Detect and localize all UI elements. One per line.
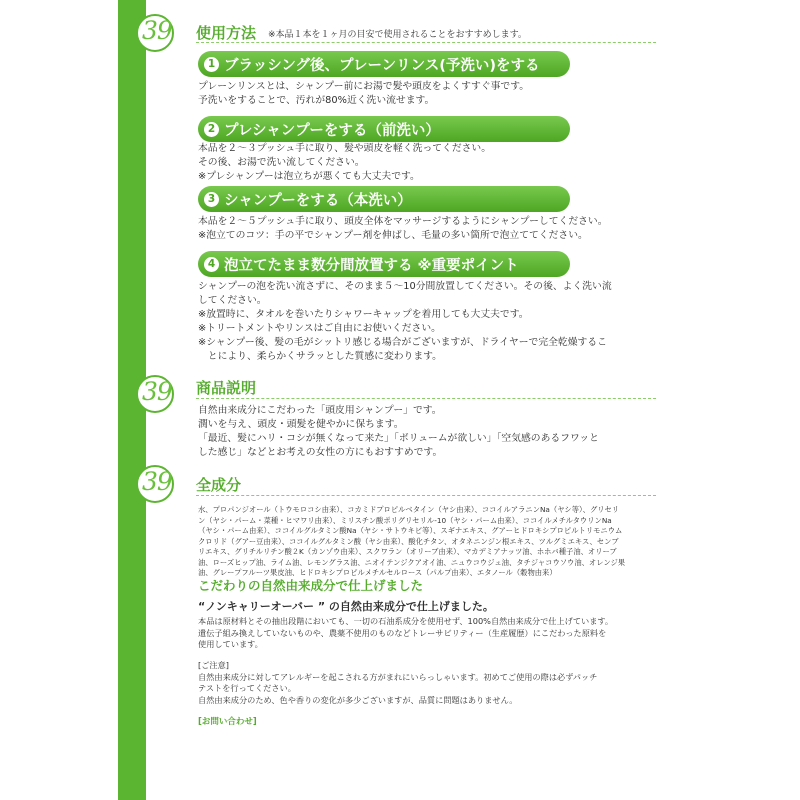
step-number: 2: [204, 122, 219, 137]
step-3-text: [198, 215, 608, 243]
step-number: 4: [204, 257, 219, 272]
natural-heading: こだわりの自然由来成分で仕上げました: [198, 578, 424, 593]
step-label: ブラッシング後、プレーンリンス(予洗い)をする: [224, 57, 540, 74]
caution-line: テストを行ってください。: [198, 683, 296, 693]
badge-number: 39: [142, 467, 172, 496]
natural-line: 使用しています。: [198, 639, 263, 649]
product-text: [198, 404, 599, 460]
ingredient-line: 水、プロパンジオール（トウモロコシ由来）、コカミドプロピルベタイン（ヤシ由来）、ココイルアラニンNa（ヤシ等）、グリセリ: [198, 505, 620, 514]
badge-number: 39: [142, 377, 172, 406]
step-line: 本品を２～３プッシュ手に取り、髪や頭皮を軽く洗ってください。: [198, 143, 492, 154]
product-title: 商品説明: [196, 379, 257, 397]
product-line: 自然由来成分にこだわった「頭皮用シャンプー」です。: [198, 405, 442, 416]
step-line: ※放置時に、タオルを巻いたりシャワーキャップを着用しても大丈夫です。: [198, 309, 529, 320]
caution-text: [198, 660, 597, 706]
step-label: シャンプーをする（本洗い）: [224, 192, 412, 209]
step-label: 泡立てたまま数分間放置する ※重要ポイント: [224, 257, 519, 274]
step-label: プレシャンプーをする（前洗い）: [224, 122, 440, 139]
step-line: ※トリートメントやリンスはご自由にお使いください。: [198, 323, 441, 334]
step-3-banner: [198, 186, 570, 212]
step-line: してください。: [198, 295, 267, 306]
step-4-banner: [198, 251, 570, 277]
step-line: ※泡立てのコツ：手の平でシャンプー剤を伸ばし、毛量の多い箇所で泡立ててください。: [198, 230, 588, 241]
ingredient-line: ン（ヤシ・パーム・菜種・ヒマワリ由来）、ミリスチン酸ポリグリセリル-10（ヤシ・パーム由来）、ココイルメチルタウリンNa: [198, 515, 612, 525]
caution-line: 自然由来成分に対してアレルギーを起こされる方がまれにいらっしゃいます。初めてご使用の際は必ずパッチ: [198, 671, 598, 682]
step-number: 3: [204, 192, 219, 207]
ingredient-line: クロリド（グアー豆由来）、ココイルグルタミン酸（ヤシ由来）、酸化チタン、オタネニンジン根エキス、ツルグミエキス、センブ: [198, 536, 619, 546]
step-line: プレーンリンスとは、シャンプー前にお湯で髪や頭皮をよくすすぐ事です。: [198, 81, 530, 92]
ingredient-line: 油、ローズヒップ油、ライム油、レモングラス油、ニオイテンジクアオイ油、ニュウコウジュ油、タチジャコウソウ油、オレンジ果: [198, 557, 626, 567]
step-number: 1: [204, 57, 219, 72]
step-4-text: [198, 280, 612, 364]
ingredient-line: （ヤシ・パーム由来）、ココイルグルタミン酸Na（ヤシ・サトウキビ等）、スギナエキス、グアーヒドロキシプロピルトリモニウム: [198, 526, 623, 535]
step-1-text: [198, 80, 529, 108]
product-line: した感じ」などとお考えの女性の方にもおすすめです。: [198, 447, 443, 458]
section-badge-ingredients: [136, 465, 186, 503]
product-line: 「最近、髪にハリ・コシが無くなって来た」「ボリュームが欲しい」「空気感のあるフワッと: [198, 433, 599, 444]
step-line: ※プレシャンプーは泡立ちが悪くても大丈夫です。: [198, 171, 420, 182]
caution-line: [ご注意]: [198, 660, 229, 670]
section-badge-usage: [136, 14, 186, 52]
step-line: とにより、柔らかくサラッとした質感に変わります。: [198, 351, 442, 362]
product-line: 潤いを与え、頭皮・頭髪を健やかに保ちます。: [198, 419, 404, 430]
step-line: 予洗いをすることで、汚れが80%近く洗い流せます。: [198, 95, 435, 106]
ingredient-line: 油、グレープフルーツ果皮油、ヒドロキシプロピルメチルセルロース（パルプ由来）、エタノール（穀物由来）: [198, 568, 557, 577]
natural-line: 遺伝子組み換えしていないものや、農薬不使用のものなどトレーサビリティー（生産履歴）にこだわった原料を: [198, 627, 607, 638]
section-badge-product: [136, 375, 186, 413]
ingredients-divider: [196, 495, 656, 496]
usage-note: ※本品１本を１ヶ月の目安で使用されることをおすすめします。: [268, 30, 527, 40]
natural-lead: “ノンキャリーオーバー ” の自然由来成分で仕上げました。: [198, 600, 494, 613]
usage-title: 使用方法: [196, 24, 257, 42]
natural-line: 本品は原材料とその抽出段階においても、一切の石油系成分を使用せず、100%自然由来成分で仕上げています。: [198, 616, 614, 626]
step-line: 本品を２～５プッシュ手に取り、頭皮全体をマッサージするようにシャンプーしてください。: [198, 216, 608, 227]
step-2-text: [198, 142, 491, 184]
usage-divider: [196, 42, 656, 43]
badge-number: 39: [142, 16, 172, 45]
step-2-banner: [198, 116, 570, 142]
step-1-banner: [198, 51, 570, 77]
step-line: シャンプーの泡を洗い流さずに、そのまま５～10分間放置してください。その後、よく洗い流: [198, 281, 612, 292]
ingredients-list: [198, 505, 625, 579]
ingredient-line: リエキス、グリチルリチン酸２K（カンゾウ由来）、スクワラン（オリーブ由来）、マカデミアナッツ油、ホホバ種子油、オリーブ: [198, 547, 617, 556]
product-divider: [196, 398, 656, 399]
ingredients-title: 全成分: [196, 476, 242, 494]
step-line: ※シャンプー後、髪の毛がシットリ感じる場合がございますが、ドライヤーで完全乾燥するこ: [198, 337, 607, 348]
natural-text: [198, 616, 613, 651]
inquiry-label: [お問い合わせ]: [198, 717, 257, 727]
caution-line: 自然由来成分のため、色や香りの変化が多少ございますが、品質に問題はありません。: [198, 694, 518, 705]
step-line: その後、お湯で洗い流してください。: [198, 157, 365, 168]
